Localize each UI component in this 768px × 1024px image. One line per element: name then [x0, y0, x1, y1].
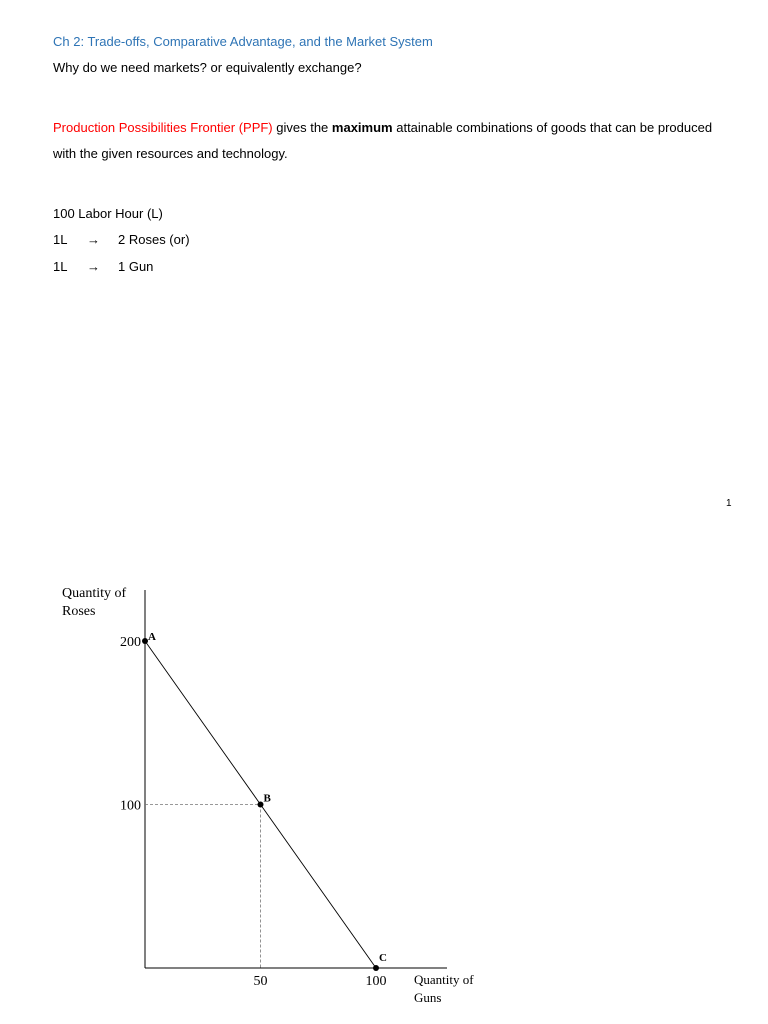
- labor-row-2-output: 1 Gun: [118, 259, 154, 274]
- x-tick-label: 50: [253, 974, 268, 989]
- question-text: Why do we need markets? or equivalently exchange?: [53, 60, 362, 75]
- x-axis-label-line1: Quantity of: [414, 972, 474, 987]
- point-label-C: C: [379, 952, 387, 964]
- y-axis-label-line1: Quantity of: [62, 586, 127, 601]
- ppf-definition-line2: with the given resources and technology.: [53, 146, 288, 161]
- x-axis-label-line2: Guns: [414, 990, 442, 1005]
- ppf-term: Production Possibilities Frontier (PPF): [53, 120, 273, 135]
- chapter-heading: Ch 2: Trade-offs, Comparative Advantage, and the Market System: [53, 34, 433, 49]
- page-number: 1: [726, 498, 732, 509]
- ppf-text-after: attainable combinations of goods that can be produced: [392, 120, 713, 135]
- labor-row-2-input: 1L: [53, 259, 68, 274]
- x-tick-label: 100: [365, 974, 387, 989]
- labor-total: 100 Labor Hour (L): [53, 206, 163, 221]
- point-label-A: A: [148, 631, 156, 643]
- y-tick-label: 100: [120, 798, 141, 814]
- arrow-icon: →: [87, 232, 100, 247]
- arrow-icon: →: [87, 259, 100, 274]
- point-C: [373, 965, 379, 971]
- labor-row-1-output: 2 Roses (or): [118, 232, 190, 247]
- ppf-bold-word: maximum: [331, 120, 393, 135]
- labor-row-1-input: 1L: [53, 232, 68, 247]
- ppf-text-before: gives the: [272, 120, 332, 135]
- y-axis-label-line2: Roses: [62, 604, 96, 619]
- y-tick-label: 200: [120, 635, 141, 650]
- point-label-B: B: [263, 792, 271, 805]
